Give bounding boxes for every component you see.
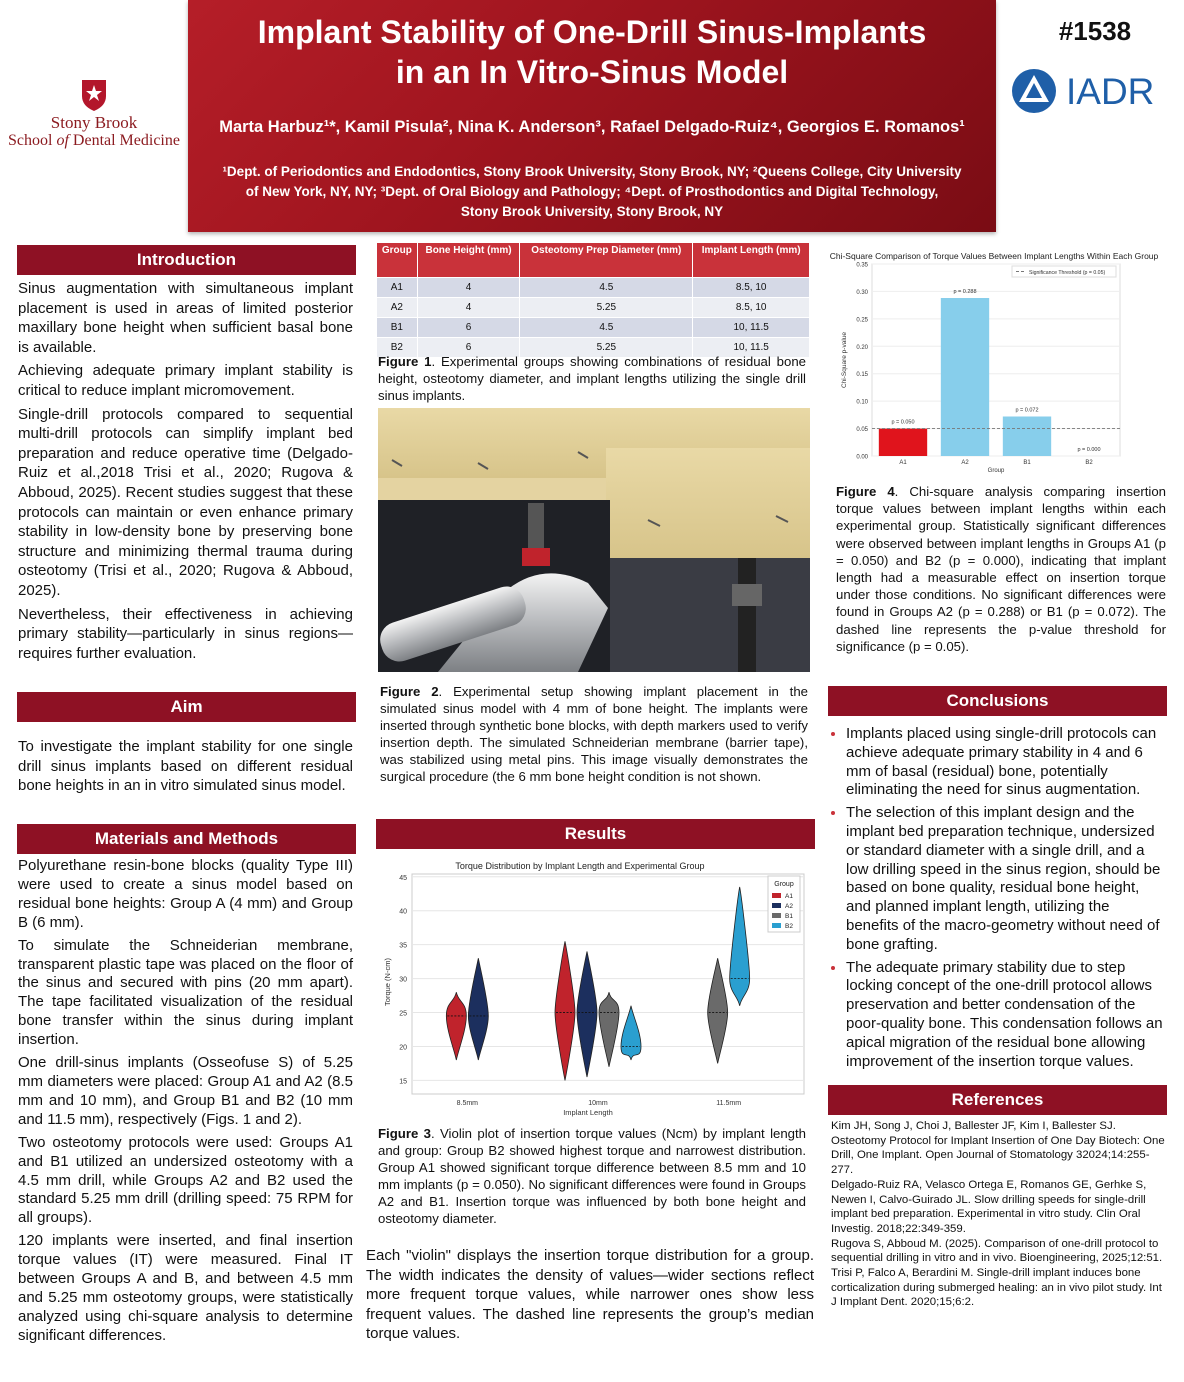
y-tick-label: 20: [399, 1044, 407, 1052]
reference-item: Trisi P, Falco A, Berardini M. Single-drill implant induces bone corticalization during submerged healing: an in vivo pilot study. Int J Implant Dent. 2020;15;6:2.: [831, 1267, 1162, 1309]
introduction-body: Sinus augmentation with simultaneous implant placement is used in areas of limited posterior maxillary bone height when sufficient basal bone is available. Achieving adequate primary implant stability is critical to reduce implant micromovement. Single-drill protocols compared to sequential multi-drill protocols can simplify implant bed preparation and reduce operative time (Delgado-Ruiz et al.,2018 Trisi et al., 2020; Rugova & Abboud, 2025). Recent studies suggest that these protocols can maintain or even enhance primary stability in low-density bone by preserving bone structure and minimizing thermal trauma during osteotomy (Trisi et al., 2020; Rugova & Abboud, 2025). Nevertheless, their effectiveness in achieving primary stability—particularly in sinus regions—requires further evaluation.: [18, 280, 353, 662]
legend-label: Significance Threshold (p = 0.05): [1029, 270, 1106, 276]
legend-swatch-A1: [772, 893, 781, 898]
x-tick-label: A1: [899, 460, 907, 466]
y-tick-label: 35: [399, 942, 407, 950]
y-tick-label: 0.15: [856, 372, 868, 379]
figure1-caption: Figure 1. Experimental groups showing combinations of residual bone height, osteotomy diameter, and implant lengths utilizing the single drill sinus implants.: [378, 354, 806, 403]
aim-body: To investigate the implant stability for one single drill sinus implants based on different residual bone heights in an in vitro simulated sinus model.: [18, 738, 353, 795]
aim-heading: Aim: [17, 692, 356, 722]
conclusion-item: • The selection of this implant design and the implant bed preparation technique, undersized or standard diameter with a single drill, and a low drilling speed in the sinus region, should be based on bone quality, residual bone height, and planned implant length, utilizing the benefits of the macro-geometry without need of bone grafting.: [846, 804, 1163, 954]
reference-item: Delgado-Ruiz RA, Velasco Ortega E, Romanos GE, Gerhke S, Newen I, Calvo-Guirado JL. Slow drilling speeds for single-drill implant bed preparation. Experimental in vitro study. Clin Oral Investig. 2018;22:349-359.: [831, 1178, 1147, 1235]
y-tick-label: 40: [399, 908, 407, 916]
conclusion-item: • Implants placed using single-drill protocols can achieve adequate primary stability in 4 and 6 mm of basal (residual) bone, potentially eliminating the need for sinus augmentation.: [846, 725, 1163, 800]
poster-title: Implant Stability of One-Drill Sinus-Implants in an In Vitro-Sinus Model: [257, 14, 927, 90]
results-heading: Results: [376, 819, 815, 849]
x-tick-label: 11.5mm: [716, 1100, 742, 1107]
bar-B1: [1003, 417, 1051, 456]
authors: Marta Harbuz¹*, Kamil Pisula², Nina K. Anderson³, Rafael Delgado-Ruiz⁴, Georgios E. Romanos¹: [219, 118, 965, 136]
y-tick-label: 0.30: [856, 289, 868, 296]
reference-item: Kim JH, Song J, Choi J, Ballester JF, Kim I, Ballester SJ. Osteotomy Protocol for Implant Insertion of One Day Biotech: One Drill, One Implant. Open Journal of Stomatology 32024;14:255-277.: [831, 1120, 1165, 1177]
y-tick-label: 30: [399, 976, 407, 984]
y-tick-label: 15: [399, 1078, 407, 1086]
y-tick-label: 0.35: [856, 262, 868, 269]
title-banner: [188, 0, 996, 232]
conclusion-item: • The adequate primary stability due to step locking concept of the one-drill protocol allows preservation and better condensation of the poor-quality bone. This condensation follows an apical migration of the residual bone allowing improvement of the insertion torque values.: [846, 959, 1163, 1072]
y-axis-label: Chi-Square p-value: [841, 331, 848, 389]
bar-value-label: p = 0.050: [891, 419, 915, 426]
y-tick-label: 0.25: [856, 317, 868, 324]
bar-value-label: p = 0.072: [1015, 407, 1039, 414]
legend-label-B2: B2: [785, 923, 793, 930]
table-header: Group: [377, 243, 418, 278]
iadr-logo: [1010, 66, 1170, 116]
shield-icon: [79, 78, 109, 112]
bar-A1: [879, 429, 927, 456]
y-tick-label: 0.05: [856, 427, 868, 434]
logo-line2: School of Dental Medicine: [8, 132, 180, 149]
legend-title: Group: [774, 881, 794, 888]
violin-explanation: Each "violin" displays the insertion torque distribution for a group. The width indicates the density of values—wider sections reflect more frequent torque values, while narrower ones show less frequent values. The dashed line represents the group’s median torque values.: [366, 1247, 814, 1342]
table-row: A2 4 5.25 8.5, 10: [377, 298, 810, 318]
y-tick-label: 0.20: [856, 344, 868, 351]
iadr-text: IADR: [1066, 71, 1155, 112]
figure3-caption: Figure 3. Violin plot of insertion torque values (Ncm) by implant length and group: Group B2 showed highest torque and narrowest distribution. Group A1 showed significant torque difference between 8.5 mm and 10 mm implants (p = 0.050). No significant differences were found in Groups A2 and B1. Insertion torque was influenced by both bone height and osteotomy diameter.: [378, 1126, 806, 1226]
bar-value-label: p = 0.288: [953, 289, 977, 296]
table-row: B1 6 4.5 10, 11.5: [377, 318, 810, 338]
references-list: [831, 1119, 1166, 1310]
y-tick-label: 25: [399, 1010, 407, 1018]
affiliations: ¹Dept. of Periodontics and Endodontics, Stony Brook University, Stony Brook, NY; ²Queens College, City University of New York, NY, NY; ³Dept. of Oral Biology and Pathology; ⁴Dept. of Prosthodontics and Digital Technology, Stony Brook University, Stony Brook, NY: [222, 164, 962, 219]
x-axis-label: Implant Length: [563, 1108, 613, 1117]
introduction-heading: Introduction: [17, 245, 356, 275]
table-header: Osteotomy Prep Diameter (mm): [520, 243, 693, 278]
figure2-caption: Figure 2. Experimental setup showing implant placement in the simulated sinus model with 4 mm of bone height. The implants were inserted through synthetic bone blocks, with depth markers used to verify insertion depth. The simulated Schneiderian membrane (barrier tape), was stabilized using metal pins. This image visually demonstrates the surgical procedure (the 6 mm bone height condition is not shown.: [380, 684, 809, 784]
poster-id: #1538: [1058, 16, 1132, 46]
legend-label-A2: A2: [785, 903, 793, 910]
logo-line1: Stony Brook: [50, 113, 138, 132]
conclusions-body: [828, 725, 1163, 1075]
legend-label-A1: A1: [785, 893, 793, 900]
chart-title: Torque Distribution by Implant Length and Experimental Group: [455, 861, 705, 871]
methods-heading: Materials and Methods: [17, 824, 356, 854]
y-tick-label: 0.00: [856, 454, 868, 461]
figure4-caption: Figure 4. Chi-square analysis comparing insertion torque values between implant lengths within each experimental group. Statistically significant differences were observed between implant lengths in Groups A1 (p = 0.050) and B2 (p = 0.000), indicating that implant length had a measurable effect on insertion torque under those conditions. No significant differences were found in Groups A2 (p = 0.288) or B1 (p = 0.072). The dashed line represents the p-value threshold for significance (p = 0.05).: [836, 484, 1167, 654]
y-tick-label: 0.10: [856, 399, 868, 406]
groups-table: [376, 242, 810, 358]
table-header: Bone Height (mm): [417, 243, 520, 278]
table-row: A1 4 4.5 8.5, 10: [377, 278, 810, 298]
x-tick-label: 8.5mm: [456, 1100, 479, 1107]
bar-A2: [941, 298, 989, 456]
experimental-setup-photo: [378, 408, 810, 672]
plot-area: [872, 264, 1120, 456]
legend-label-B1: B1: [785, 913, 793, 920]
chi-square-chart: [820, 246, 1170, 474]
methods-body: Polyurethane resin-bone blocks (quality Type III) were used to create a sinus model based on residual bone heights: Group A (4 mm) and Group B (6 mm). To simulate the Schneiderian membrane, transparent plastic tape was placed on the floor of the sinus and secured with pins (20 mm apart). The tape facilitated visualization of the residual bone transfer within the sinus during implant insertion. One drill-sinus implants (Osseofuse S) of 5.25 mm diameters were placed: Group A1 and A2 (8.5 mm and 10 mm), and Group B1 and B2 (10 mm and 11.5 mm), respectively (Figs. 1 and 2). Two osteotomy protocols were used: Groups A1 and B1 utilized an undersized osteotomy with a 4.5 mm drill, while Groups A2 and B2 used the standard 5.25 mm drill (drilling speed: 75 RPM for all groups). 120 implants were inserted, and final insertion torque values (IT) were measured. Final IT between Groups A and B, and between 4.5 mm and 5.25 mm osteotomy groups, were statistically analyzed using chi-square analysis to determine significant differences.: [18, 857, 353, 1344]
x-tick-label: 10mm: [588, 1100, 608, 1107]
x-tick-label: B2: [1085, 460, 1093, 466]
stony-brook-logo: [0, 78, 188, 151]
violin-chart: [380, 858, 814, 1120]
legend-swatch-A2: [772, 903, 781, 908]
iadr-triangle-icon: [1012, 69, 1056, 113]
table-row: B2 6 5.25 10, 11.5: [377, 338, 810, 358]
x-tick-label: A2: [961, 460, 969, 466]
x-tick-label: B1: [1023, 460, 1031, 466]
bar-value-label: p = 0.000: [1077, 447, 1101, 453]
references-heading: References: [828, 1085, 1167, 1115]
conclusions-heading: Conclusions: [828, 686, 1167, 716]
legend-swatch-B2: [772, 923, 781, 928]
chart-title: Chi-Square Comparison of Torque Values Between Implant Lengths Within Each Group: [829, 251, 1159, 261]
x-axis-label: Group: [987, 468, 1005, 474]
table-header: Implant Length (mm): [693, 243, 810, 278]
legend-swatch-B1: [772, 913, 781, 918]
y-tick-label: 45: [399, 874, 407, 882]
reference-item: Rugova S, Abboud M. (2025). Comparison of one-drill protocol to sequential drilling in vitro and in vivo. Bioengineering, 2025;12:51.: [831, 1237, 1163, 1265]
y-axis-label: Torque (N-cm): [383, 958, 392, 1006]
